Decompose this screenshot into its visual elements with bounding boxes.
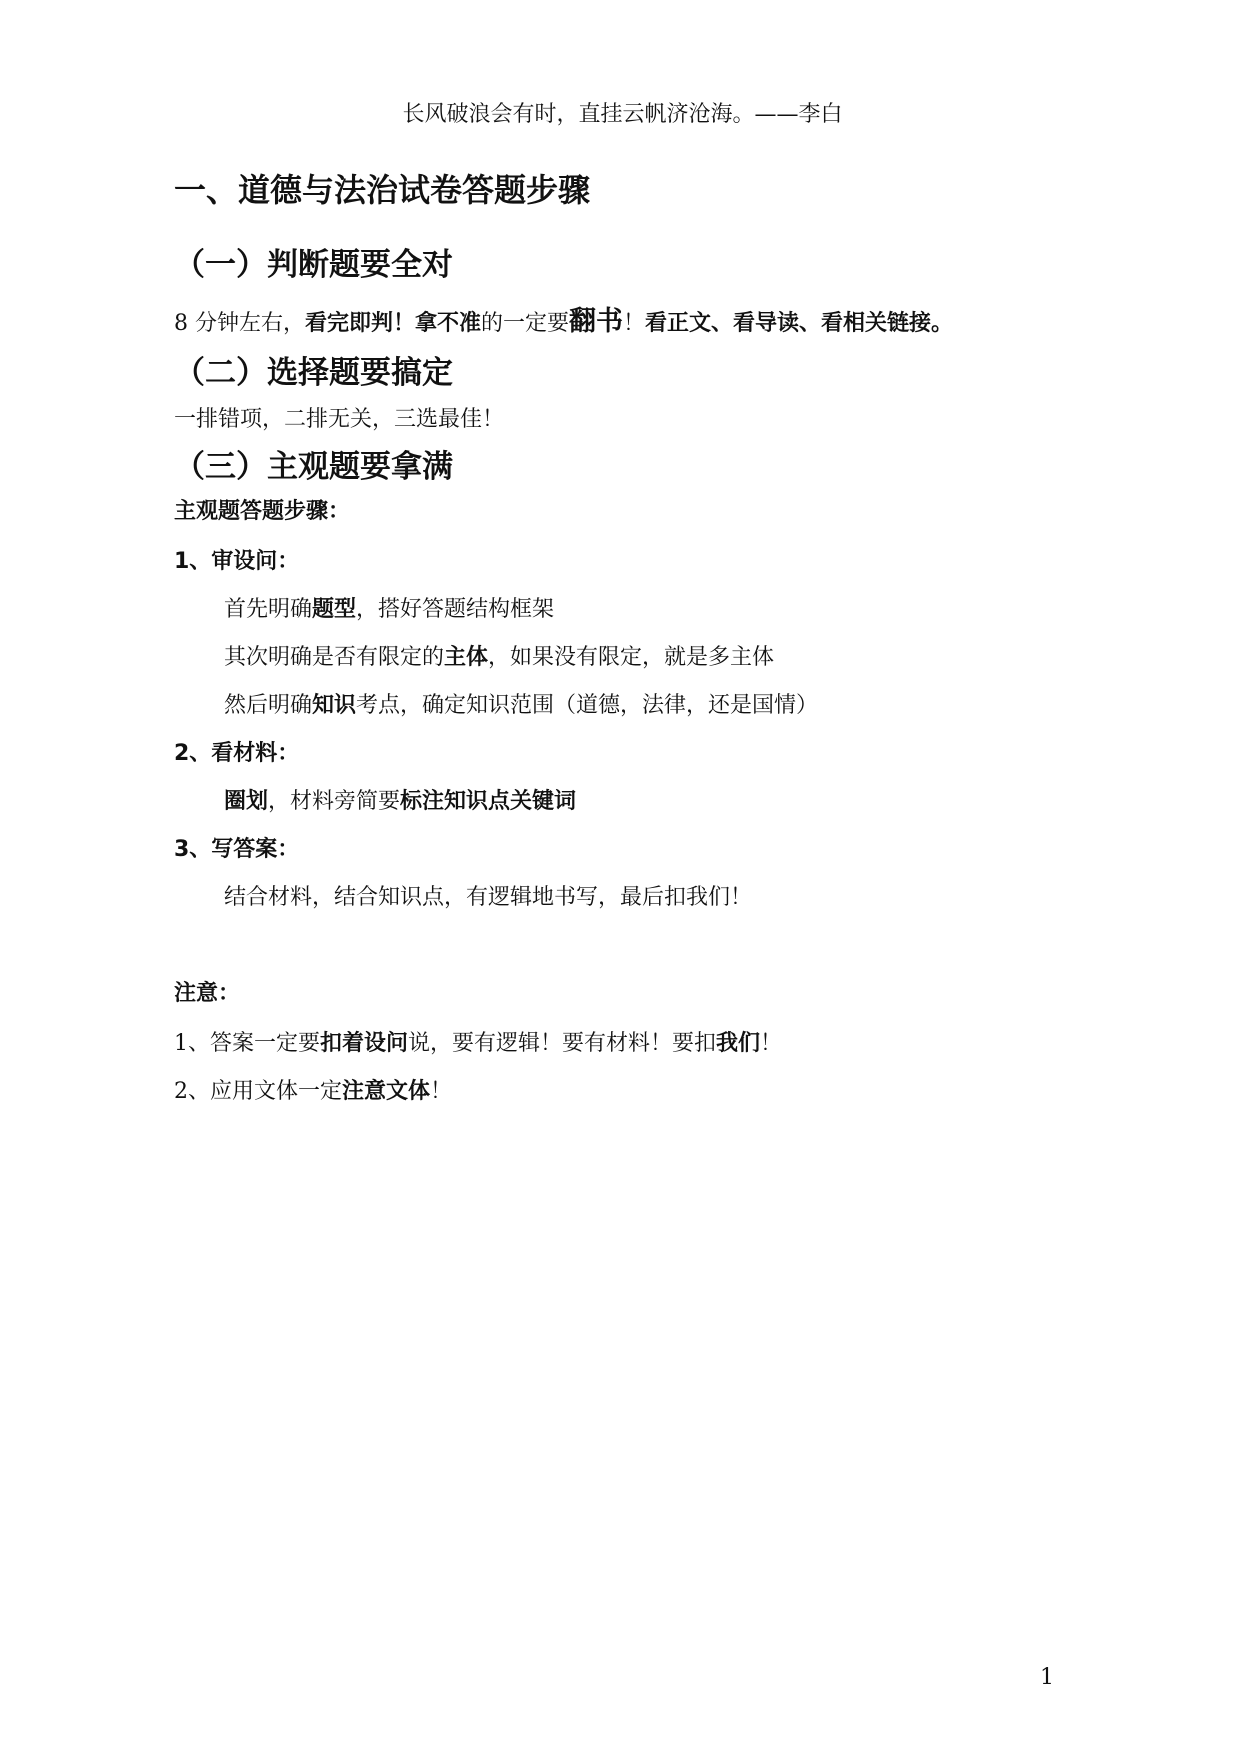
text-run-bold: 主体	[444, 645, 489, 670]
text-run: ！	[760, 1031, 783, 1056]
note-1	[174, 1028, 782, 1060]
epigraph-quote: 长风破浪会有时，直挂云帆济沧海。——李白	[402, 102, 843, 127]
step-1-line-c	[224, 690, 818, 722]
text-run: ，材料旁简要	[268, 789, 401, 814]
section-1-heading: （一）判断题要全对	[174, 247, 453, 283]
text-run: ，搭好答题结构框架	[356, 597, 555, 622]
text-run: 首先明确	[224, 597, 313, 622]
text-run: 的一定要	[481, 311, 570, 336]
text-run: 其次明确是否有限定的	[224, 645, 445, 670]
step-2-line-a	[224, 786, 576, 818]
text-run-bold: 题型	[312, 597, 357, 622]
steps-title: 主观题答题步骤：	[174, 499, 351, 524]
text-run: 考点，确定知识范围（道德，法律，还是国情）	[356, 693, 819, 718]
page-number: 1	[1040, 1665, 1054, 1690]
text-run: 8 分钟左右，	[174, 311, 305, 336]
step-1-line-a	[224, 594, 554, 626]
step-2-title: 2、看材料：	[174, 741, 300, 766]
text-run: 说，要有逻辑！要有材料！要扣	[408, 1031, 717, 1056]
step-1-title: 1、审设问：	[174, 549, 300, 574]
text-run: ！	[430, 1079, 453, 1104]
text-run-bold: 扣着设问	[320, 1031, 409, 1056]
text-run: 2、应用文体一定	[174, 1079, 342, 1104]
text-run-bold: 圈划	[224, 789, 269, 814]
text-run: 然后明确	[224, 693, 313, 718]
section-3-heading: （三）主观题要拿满	[174, 449, 453, 485]
text-run: 1、答案一定要	[174, 1031, 320, 1056]
text-run-emphasis: 翻书	[569, 306, 624, 337]
text-run-bold: 看完即判！拿不准	[305, 311, 482, 336]
text-run-bold: 知识	[312, 693, 357, 718]
text-run-bold: 标注知识点关键词	[400, 789, 577, 814]
step-3-title: 3、写答案：	[174, 837, 300, 862]
notes-title: 注意：	[174, 981, 241, 1006]
section-1-text	[174, 306, 953, 340]
text-run-bold: 我们	[716, 1031, 761, 1056]
section-2-text: 一排错项，二排无关，三选最佳！	[174, 407, 505, 432]
text-run-bold: 注意文体	[342, 1079, 431, 1104]
text-run: ！	[623, 311, 646, 336]
text-run: ，如果没有限定，就是多主体	[488, 645, 775, 670]
note-2	[174, 1076, 452, 1108]
step-3-line-a: 结合材料，结合知识点，有逻辑地书写，最后扣我们！	[224, 885, 753, 910]
page-title: 一、道德与法治试卷答题步骤	[174, 171, 591, 209]
section-2-heading: （二）选择题要搞定	[174, 355, 453, 391]
step-1-line-b	[224, 642, 774, 674]
text-run-bold: 看正文、看导读、看相关链接。	[645, 311, 954, 336]
